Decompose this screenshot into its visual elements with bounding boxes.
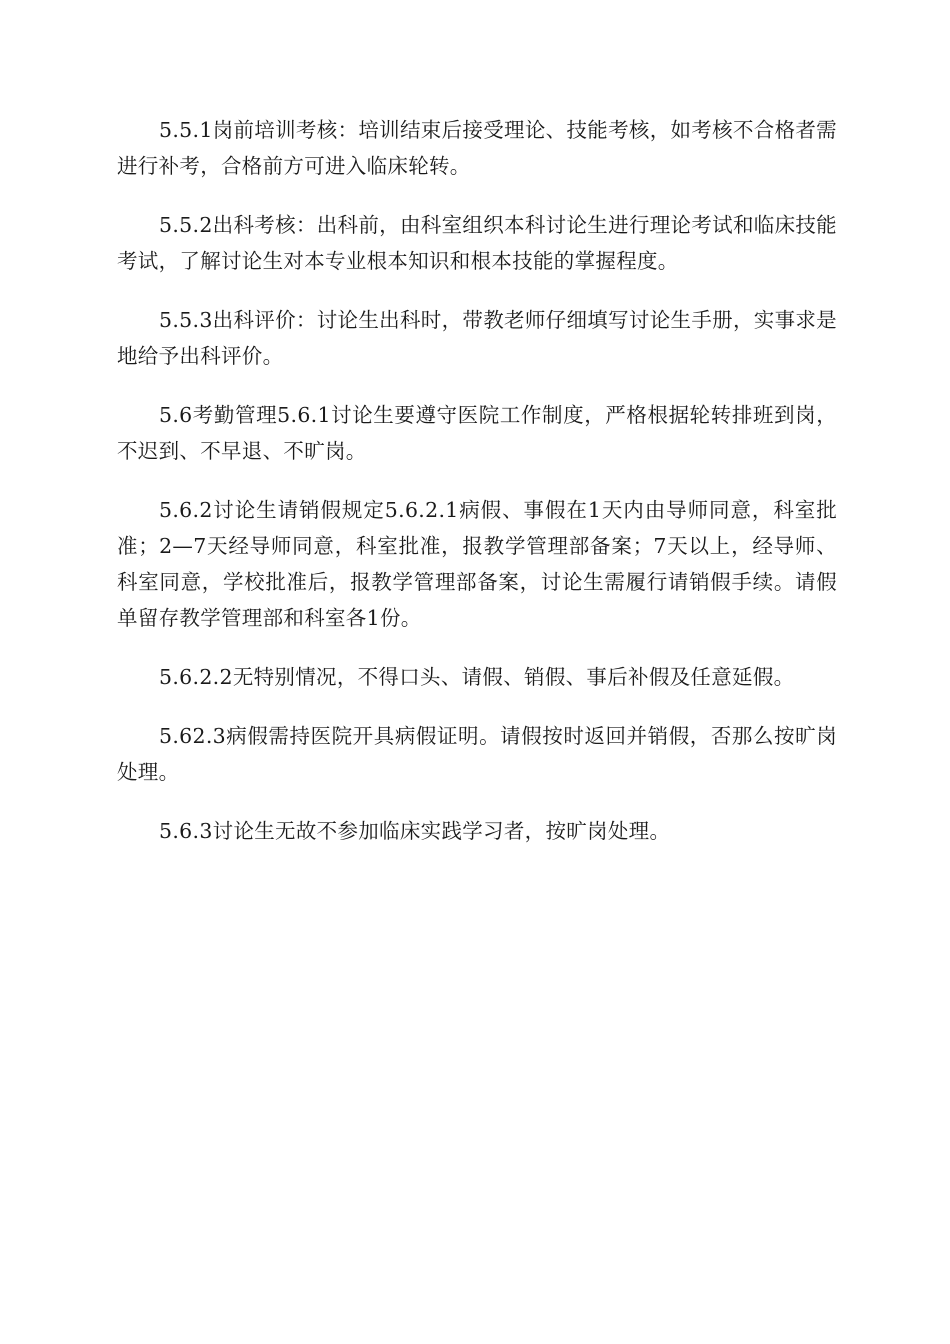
paragraph-rotation-exit-exam: 5.5.2出科考核：出科前，由科室组织本科讨论生进行理论考试和临床技能考试，了解讨论生对本专业根本知识和根本技能的掌握程度。 <box>117 213 837 273</box>
paragraph-no-verbal-leave: 5.6.2.2无特别情况，不得口头、请假、销假、事后补假及任意延假。 <box>159 665 795 689</box>
document-body <box>117 112 837 872</box>
paragraph-rotation-exit-evaluation: 5.5.3出科评价：讨论生出科时，带教老师仔细填写讨论生手册，实事求是地给予出科评价。 <box>117 308 837 368</box>
paragraph-attendance-management: 5.6考勤管理5.6.1讨论生要遵守医院工作制度，严格根据轮转排班到岗，不迟到、不早退、不旷岗。 <box>117 403 837 463</box>
paragraph-pre-job-training-assessment: 5.5.1岗前培训考核：培训结束后接受理论、技能考核，如考核不合格者需进行补考，合格前方可进入临床轮转。 <box>117 118 837 178</box>
paragraph-absence-handling: 5.6.3讨论生无故不参加临床实践学习者，按旷岗处理。 <box>159 819 671 843</box>
paragraph-sick-leave-certificate: 5.62.3病假需持医院开具病假证明。请假按时返回并销假，否那么按旷岗处理。 <box>117 724 837 784</box>
paragraph-leave-request-rules: 5.6.2讨论生请销假规定5.6.2.1病假、事假在1天内由导师同意，科室批准；2—7天经导师同意，科室批准，报教学管理部备案；7天以上，经导师、科室同意，学校批准后，报教学管理部备案，讨论生需履行请销假手续。请假单留存教学管理部和科室各1份。 <box>117 498 837 630</box>
